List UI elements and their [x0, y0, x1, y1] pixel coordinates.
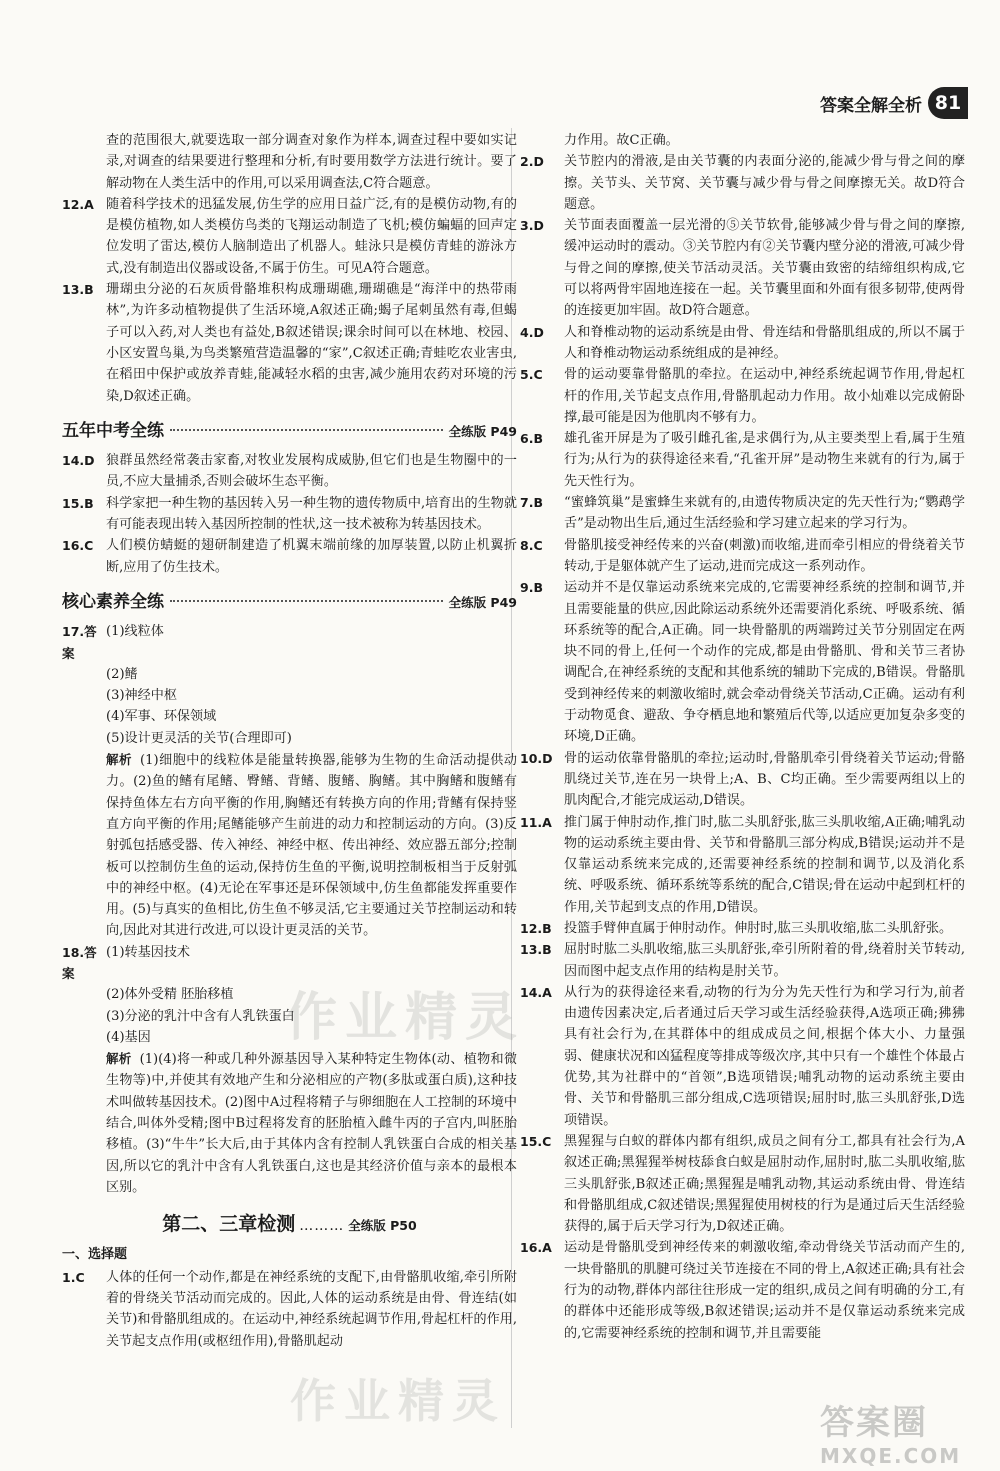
- question-13: [62, 279, 517, 407]
- site-logo: [820, 1395, 970, 1468]
- question-12-right: [520, 918, 965, 939]
- question-text: 科学家把一种生物的基因转入另一种生物的遗传物质中,培育出的生物就有可能表现出转入基因所控制的性状,这一技术被称为转基因技术。: [106, 495, 517, 533]
- leader-dots: [170, 599, 443, 602]
- question-number: 18.答案: [62, 944, 97, 981]
- watermark-text: 作业精灵: [285, 988, 526, 1048]
- question-6: [520, 428, 965, 492]
- question-text: 推门属于伸肘动作,推门时,肱二头肌舒张,肱三头肌收缩,A正确;哺乳动物的运动系统主要由骨、关节和骨骼肌三部分构成,B错误;运动并不是仅靠运动系统来完成的,还需要神经系统的控制和调节,以及消化系统、呼吸系统、循环系统等系统的配合,C错误;骨在运动中起到杠杆的作用,关节起到支点的作用,D错误。: [564, 814, 965, 915]
- left-column: [62, 130, 517, 1352]
- question-12: [62, 194, 517, 279]
- question-text: 雄孔雀开屏是为了吸引雌孔雀,是求偶行为,从主要类型上看,属于生殖行为;从行为的获得途径来看,“孔雀开屏”是动物生来就有的行为,属于先天性行为。: [564, 431, 965, 489]
- section-heading-hexin: [62, 592, 517, 613]
- question-11: [520, 812, 965, 918]
- question-number: 15.B: [62, 495, 94, 511]
- question-text: 黑猩猩与白蚁的群体内都有组织,成员之间有分工,都具有社会行为,A叙述正确;黑猩猩举树枝舔食白蚁是屈肘动作,屈肘时,肱二头肌收缩,肱三头肌舒张,B叙述正确;黑猩猩是哺乳动物,其运动系统由骨、骨连结和骨骼肌组成,C叙述错误;黑猩猩使用树枝的行为是通过后天生活经验获得的,属于后天学习行为,D叙述正确。: [564, 1133, 965, 1235]
- analysis-label: 解析: [106, 752, 133, 768]
- question-text: 运动并不是仅靠运动系统来完成的,它需要神经系统的控制和调节,并且需要能量的供应,因此除运动系统外还需要消化系统、呼吸系统、循环系统等的配合,A正确。同一块骨骼肌的两端跨过关节分别固定在两块不同的骨上,任何一个动作的完成,都是由骨骼肌、骨和关节三者协调配合,在神经系统的支配和其他系统的辅助下完成的,B错误。骨骼肌受到神经传来的刺激收缩时,就会牵动骨绕关节活动,C正确。运动有利于动物觅食、避敌、争夺栖息地和繁殖后代等,以适应更加复杂多变的环境,D正确。: [564, 580, 965, 745]
- logo-url: MXQE.COM: [820, 1444, 962, 1468]
- question-text: 随着科学技术的迅猛发展,仿生学的应用日益广泛,有的是模仿动物,有的是模仿植物,如人类模仿鸟类的飞翔运动制造了飞机;模仿蝙蝠的回声定位发明了雷达,模仿人脑制造出了机器人。蛙泳只是模仿青蛙的游泳方式,没有制造出仪器或设备,不属于仿生。可见A符合题意。: [106, 196, 517, 276]
- analysis-18: [62, 1048, 517, 1198]
- question-number: 10.D: [520, 750, 553, 766]
- question-number: 17.答案: [62, 624, 97, 661]
- section-title: 核心素养全练: [62, 591, 164, 612]
- answer-line: (5)设计更灵活的关节(合理即可): [106, 730, 292, 746]
- question-9: [520, 577, 965, 747]
- question-text: 骨的运动要靠骨骼肌的牵拉。在运动中,神经系统起调节作用,骨起杠杆的作用,关节起支点作用,骨骼肌起动力作用。故小灿难以完成俯卧撑,最可能是因为他肌肉不够有力。: [564, 367, 965, 425]
- question-number: 9.B: [520, 580, 543, 596]
- question-text: 从行为的获得途径来看,动物的行为分为先天性行为和学习行为,前者由遗传因素决定,后者通过后天学习或生活经验获得,A选项正确;狒狒具有社会行为,在其群体中的组成成员之间,根据个体大小、力量强弱、健康状况和凶猛程度等排成等级次序,其中只有一个雄性个体最占优势,其为社群中的“首领”,B选项错误;哺乳动物的运动系统主要由骨、关节和骨骼肌三部分组成,C选项错误;屈肘时,肱三头肌舒张,D选项错误。: [564, 984, 965, 1128]
- leader-dots: [170, 428, 443, 431]
- question-text: 人体的任何一个动作,都是在神经系统的支配下,由骨骼肌收缩,牵引所附着的骨绕关节活动而完成的。因此,人体的运动系统是由骨、骨连结(如关节)和骨骼肌组成的。在运动中,神经系统起调节作用,骨起杠杆的作用,关节起支点作用(或枢纽作用),骨骼肌起动: [106, 1269, 517, 1349]
- analysis-text: (1)细胞中的线粒体是能量转换器,能够为生物的生命活动提供动力。(2)鱼的鳍有尾鳍、臀鳍、背鳍、腹鳍、胸鳍。其中胸鳍和腹鳍有保持鱼体左右方向平衡的作用,胸鳍还有转换方向的作用;背鳍有保持竖直方向平衡的作用;尾鳍能够产生前进的动力和控制运动的方向。(3)反射弧包括感受器、传入神经、神经中枢、传出神经、效应器五部分;控制板可以控制仿生鱼的运动,保持仿生鱼的平衡,说明控制板相当于反射弧中的神经中枢。(4)无论在军事还是环保领域中,仿生鱼都能发挥重要作用。(5)与真实的鱼相比,仿生鱼不够灵活,它主要通过关节控制运动和转向,因此对其进行改进,可以设计更灵活的关节。: [106, 753, 517, 939]
- question-number: 14.A: [520, 984, 552, 1000]
- chapter-heading: [62, 1214, 517, 1237]
- question-number: 13.B: [62, 282, 94, 298]
- question-number: 14.D: [62, 453, 95, 469]
- question-number: 1.C: [62, 1269, 85, 1285]
- question-number: 15.C: [520, 1133, 552, 1149]
- chapter-dots: ………: [299, 1218, 345, 1235]
- question-14-right: [520, 982, 965, 1131]
- continued-text: 力作用。故C正确。: [564, 133, 679, 148]
- question-7: [520, 492, 965, 535]
- question-number: 11.A: [520, 814, 552, 830]
- question-number: 6.B: [520, 431, 543, 447]
- question-2: [520, 151, 965, 215]
- question-number: 12.A: [62, 196, 94, 212]
- logo-text: 答案圈: [820, 1403, 928, 1443]
- question-text: 关节面表面覆盖一层光滑的⑤关节软骨,能够减少骨与骨之间的摩擦,缓冲运动时的震动。③关节腔内有②关节囊内壁分泌的滑液,可减少骨与骨之间的摩擦,使关节活动灵活。关节囊由致密的结缔组织构成,它可以将两骨牢固地连接在一起。关节囊里面和外面有很多韧带,使两骨的连接更加牢固。故D符合题意。: [564, 218, 965, 319]
- question-16-right: [520, 1237, 965, 1343]
- question-number: 12.B: [520, 920, 552, 936]
- question-10: [520, 748, 965, 812]
- question-text: 狼群虽然经常袭击家畜,对牧业发展构成威胁,但它们也是生物圈中的一员,不应大量捕杀,否则会破坏生态平衡。: [106, 453, 517, 490]
- answer-line: (3)神经中枢: [106, 688, 177, 704]
- question-text: 投篮手臂伸直属于伸肘动作。伸肘时,肱三头肌收缩,肱二头肌舒张。: [564, 920, 953, 936]
- question-text: 人和脊椎动物的运动系统是由骨、骨连结和骨骼肌组成的,所以不属于人和脊椎动物运动系统组成的是神经。: [564, 324, 965, 361]
- question-text: 屈肘时肱二头肌收缩,肱三头肌舒张,牵引所附着的骨,绕着肘关节转动,因而图中起支点作用的结构是肘关节。: [564, 942, 965, 979]
- watermark-text: 作业精灵: [290, 1374, 506, 1428]
- question-15: [62, 493, 517, 536]
- question-17: [62, 621, 517, 664]
- question-text: 骨的运动依靠骨骼肌的牵拉;运动时,骨骼肌牵引骨绕着关节运动;骨骼肌绕过关节,连在另一块骨上;A、B、C均正确。至少需要两组以上的肌肉配合,才能完成运动,D错误。: [564, 750, 965, 809]
- question-number: 8.C: [520, 537, 543, 553]
- answer-line: (4)军事、环保领域: [106, 709, 217, 725]
- section-ref: 全练版 P49: [448, 423, 517, 439]
- answer-line: (3)分泌的乳汁中含有人乳铁蛋白: [106, 1008, 295, 1024]
- question-13-right: [520, 939, 965, 982]
- question-number: 16.A: [520, 1240, 552, 1256]
- analysis-text: (1)(4)将一种或几种外源基因导入某种特定生物体(动、植物和微生物等)中,并使其有效地产生和分泌相应的产物(多肽或蛋白质),这种技术叫做转基因技术。(2)图中A过程将精子与卵细胞在人工控制的环境中结合,叫体外受精;图中B过程将发育的胚胎植入雌牛丙的子宫内,叫胚胎移植。(3)“牛牛”长大后,由于其体内含有控制人乳铁蛋白合成的相关基因,所以它的乳汁中含有人乳铁蛋白,这也是其经济价值与亲本的最根本区别。: [106, 1052, 517, 1195]
- answer-line: (1)线粒体: [106, 624, 164, 640]
- question-5: [520, 364, 965, 428]
- right-column: [520, 130, 965, 1344]
- question-number: 16.C: [62, 538, 94, 554]
- question-number: 4.D: [520, 324, 544, 340]
- question-3: [520, 215, 965, 321]
- question-number: 5.C: [520, 367, 543, 383]
- question-text: “蜜蜂筑巢”是蜜蜂生来就有的,由遗传物质决定的先天性行为;“鹦鹉学舌”是动物出生后,通过生活经验和学习建立起来的学习行为。: [564, 495, 965, 532]
- question-text: 人们模仿蜻蜓的翅研制建造了机翼末端前缘的加厚装置,以防止机翼折断,应用了仿生技术。: [106, 538, 517, 575]
- answer-line: (1)转基因技术: [106, 944, 191, 960]
- header-title: 答案全解全析: [820, 95, 922, 116]
- section-title: 五年中考全练: [62, 420, 164, 441]
- section-ref: 全练版 P49: [448, 594, 517, 610]
- question-number: 13.B: [520, 942, 552, 958]
- page-number: 81: [928, 87, 968, 119]
- intro-text: 查的范围很大,就要选取一部分调查对象作为样本,调查过程中要如实记录,对调查的结果要进行整理和分析,有时要用数学方法进行统计。要了解动物在人类生活中的作用,可以采用调查法,C符合题意。: [106, 133, 517, 191]
- question-number: 2.D: [520, 154, 544, 170]
- chapter-title: 第二、三章检测: [162, 1213, 296, 1236]
- question-text: 关节腔内的滑液,是由关节囊的内表面分泌的,能减少骨与骨之间的摩擦。关节头、关节窝、关节囊与减少骨与骨之间摩擦无关。故D符合题意。: [564, 154, 965, 212]
- question-number: 7.B: [520, 495, 543, 511]
- subsection-heading: 一、选择题: [62, 1246, 128, 1262]
- question-4: [520, 322, 965, 365]
- question-8: [520, 535, 965, 578]
- page-header: [820, 86, 968, 120]
- question-text: 珊瑚虫分泌的石灰质骨骼堆积构成珊瑚礁,珊瑚礁是“海洋中的热带雨林”,为许多动植物提供了生活环境,A叙述正确;蝎子尾刺虽然有毒,但蝎子可以入药,对人类也有益处,B叙述错误;课余时间可以在林地、校园、小区安置鸟巢,为鸟类繁殖营造温馨的“家”,C叙述正确;青蛙吃农业害虫,在稻田中保护或放养青蛙,能减轻水稻的虫害,减少施用农药对环境的污染,D叙述正确。: [106, 282, 517, 404]
- chapter-ref: 全练版 P50: [348, 1218, 417, 1234]
- section-heading-zhongkao: [62, 421, 517, 442]
- analysis-17: [62, 749, 517, 942]
- analysis-label: 解析: [106, 1051, 132, 1067]
- answer-line: (2)体外受精 胚胎移植: [106, 987, 234, 1003]
- question-15-right: [520, 1131, 965, 1237]
- question-number: 3.D: [520, 218, 544, 234]
- answer-line: (2)鳍: [106, 666, 138, 682]
- answer-line: (4)基因: [106, 1029, 151, 1045]
- question-1: [62, 1267, 517, 1352]
- question-16: [62, 535, 517, 578]
- question-text: 运动是骨骼肌受到神经传来的刺激收缩,牵动骨绕关节活动而产生的,一块骨骼肌的肌腱可绕过关节连接在不同的骨上,A叙述正确;具有社会行为的动物,群体内部往往形成一定的组织,成员之间有明确的分工,有的群体中还能形成等级,B叙述错误;运动并不是仅靠运动系统来完成的,它需要神经系统的控制和调节,并且需要能: [564, 1240, 965, 1341]
- question-14: [62, 450, 517, 493]
- question-text: 骨骼肌接受神经传来的兴奋(刺激)而收缩,进而牵引相应的骨绕着关节转动,于是躯体就产生了运动,进而完成这一系列动作。: [564, 537, 965, 574]
